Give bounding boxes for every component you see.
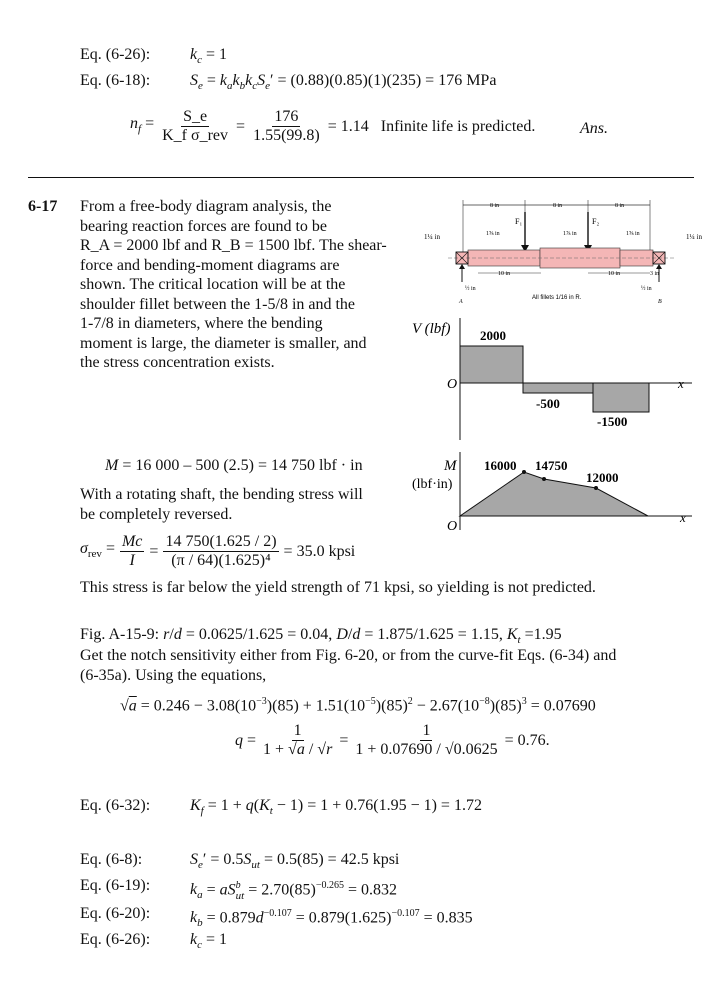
rotating-text <box>80 485 363 524</box>
nf-num1: S_e <box>183 108 208 125</box>
shear-diagram <box>412 318 702 440</box>
notch-line: Get the notch sensitivity either from Fig. 6-20, or from the curve-fit Eqs. (6-34) and <box>80 647 617 664</box>
moment-value: 14750 <box>535 458 568 473</box>
dim-8in-3: 8 in <box>615 203 625 209</box>
sigma-num1: Mc <box>121 533 143 550</box>
half-in-left: ½ in <box>465 286 476 292</box>
dim-3in: 3 in <box>650 271 660 277</box>
problem-number: 6-17 <box>28 198 58 215</box>
sigma-num2: 14 750(1.625 / 2) <box>165 533 277 550</box>
dim-10in-2: 10 in <box>608 271 621 277</box>
moment-value: 16000 <box>484 458 517 473</box>
moment-x: x <box>680 510 686 525</box>
dia-mid2: 1⅞ in <box>563 231 577 237</box>
sqrt-a-equation: $√a = 0.246 - 3.08(10^{-3})(85) + 1.51(10^{-5})(85)^2 - 2.67(10^{-8})(85)^3 = 0.07690$ <box>120 696 596 715</box>
intro-line: 1-7/8 in diameters, where the bending <box>80 315 323 332</box>
label-a: A <box>459 299 463 305</box>
eq-body: $K_f = 1 + q(K_t - 1) = 1 + 0.76(1.95 - 1) = 1.72$ <box>190 797 482 818</box>
eq-body: $k_b = 0.879d^{-0.107} = 0.879(1.625)^{-0.107} = 0.835$ <box>190 908 473 930</box>
shear-value: -1500 <box>597 414 628 429</box>
nf-equation: $n_f$ = $\frac{S\_e}{\text{K\_f σ\_rev}}$ = $\frac{176}{1.55(99.8)}$ = 1.14 Infinite life is predicted. <box>130 108 536 144</box>
sigma-den1: I <box>129 552 135 569</box>
force-f1: F₁ <box>515 217 523 226</box>
shear-x: x <box>678 376 684 391</box>
nf-num2: 176 <box>274 108 299 125</box>
yield-note: This stress is far below the yield strength of 71 kpsi, so yielding is not predicted. <box>80 579 596 596</box>
notch-line: (6-35a). Using the equations, <box>80 666 267 684</box>
moment-area <box>460 472 648 516</box>
q-num: 1 <box>422 722 431 739</box>
moment-origin: O <box>447 519 458 534</box>
q-den1: 1 + √a / √r <box>263 741 333 758</box>
moment-ylabel: M <box>444 458 457 474</box>
dia-right: 1¼ in <box>686 233 702 241</box>
half-in-right: ½ in <box>641 286 652 292</box>
section-divider <box>28 177 694 178</box>
shear-bar <box>593 383 649 412</box>
problem-intro <box>80 197 400 373</box>
dim-8in-2: 8 in <box>553 203 563 209</box>
shear-bar <box>523 383 593 393</box>
ans-label: Ans. <box>580 120 608 137</box>
intro-line: From a free-body diagram analysis, the <box>80 198 332 215</box>
dia-mid1: 1⅝ in <box>486 231 500 237</box>
moment-unit: (lbf·in) <box>412 477 453 492</box>
eq-body: $S_e = k_ak_bk_cS_e' = (0.88)(0.85)(1)(235) = 176$ MPa <box>190 72 497 93</box>
dim-8in-1: 8 in <box>490 203 500 209</box>
sigma-den2: (π / 64)(1.625)⁴ <box>171 552 271 569</box>
eq-body: $k_c = 1$ <box>190 46 228 67</box>
eq-body: $k_a = aS^b_{ut} = 2.70(85)^{-0.265} = 0.832$ <box>190 880 398 902</box>
intro-line: shown. The critical location will be at the <box>80 276 346 293</box>
shear-ylabel: V (lbf) <box>412 321 451 337</box>
moment-point <box>594 486 598 490</box>
eq-label: Eq. (6-18): <box>80 72 151 89</box>
intro-line: bearing reaction forces are found to be <box>80 217 327 235</box>
nf-result: = 1.14 <box>327 117 369 135</box>
eq-label: Eq. (6-32): <box>80 797 151 814</box>
eq-label: Eq. (6-19): <box>80 877 151 894</box>
rotating-line: be completely reversed. <box>80 505 233 523</box>
dia-mid3: 1⅝ in <box>626 231 640 237</box>
intro-line: R_A = 2000 lbf and R_B = 1500 lbf. The shear- <box>80 237 387 254</box>
shaft-diagram <box>418 197 718 313</box>
sigma-result: = 35.0 kpsi <box>283 542 356 560</box>
intro-line: force and bending-moment diagrams are <box>80 256 340 274</box>
nf-den1: K_f σ_rev <box>162 127 229 144</box>
dim-10in-1: 10 in <box>498 271 511 277</box>
dia-left: 1¼ in <box>424 233 440 241</box>
shear-origin: O <box>447 377 458 392</box>
q-den2: 1 + 0.07690 / √0.0625 <box>355 741 498 758</box>
intro-line: moment is large, the diameter is smaller, and <box>80 334 367 352</box>
eq-label: Eq. (6-26): <box>80 46 151 63</box>
eq-body: $S_e' = 0.5S_{ut} = 0.5(85) = 42.5$ kpsi <box>190 851 400 872</box>
shear-bar <box>460 346 523 383</box>
intro-line: the stress concentration exists. <box>80 354 275 371</box>
moment-diagram <box>410 452 702 534</box>
fig-line: Fig. A-15-9: r/d = 0.0625/1.625 = 0.04, D/d = 1.875/1.625 = 1.15, $K_t =1.95$ <box>80 626 562 647</box>
nf-den2: 1.55(99.8) <box>253 127 320 144</box>
sigma-equation: $\sigma_{rev}$ = $\frac{Mc}{I}$ = $\frac{14 750(1.625 / 2)}{\text{(π / 64)(1.625)⁴}}$ = 35.0 kpsi <box>80 533 356 569</box>
shear-value: -500 <box>536 396 560 411</box>
eq-label: Eq. (6-8): <box>80 851 143 868</box>
label-b: B <box>658 299 662 305</box>
q-result: = 0.76. <box>504 731 550 749</box>
shear-value: 2000 <box>480 328 506 343</box>
rotating-line: With a rotating shaft, the bending stress will <box>80 486 363 503</box>
q-num: 1 <box>293 722 302 739</box>
eq-body: $k_c = 1$ <box>190 931 228 952</box>
q-equation: q = $\frac{1}{1 + √a / √r}$ = $\frac{1}{1 + 0.07690 / √0.0625}$ = 0.76. <box>235 722 550 758</box>
moment-point <box>522 470 526 474</box>
fillet-note: All fillets 1/16 in R. <box>532 295 582 301</box>
nf-note: Infinite life is predicted. <box>380 117 536 135</box>
eq-label: Eq. (6-20): <box>80 905 151 922</box>
moment-point <box>542 477 546 481</box>
moment-value: 12000 <box>586 470 619 485</box>
notch-text <box>80 646 616 685</box>
intro-line: shoulder fillet between the 1-5/8 in and the <box>80 295 356 313</box>
force-f2: F₂ <box>592 217 600 226</box>
moment-eq: M = 16 000 – 500 (2.5) = 14 750 lbf · in <box>105 457 363 474</box>
eq-label: Eq. (6-26): <box>80 931 151 948</box>
